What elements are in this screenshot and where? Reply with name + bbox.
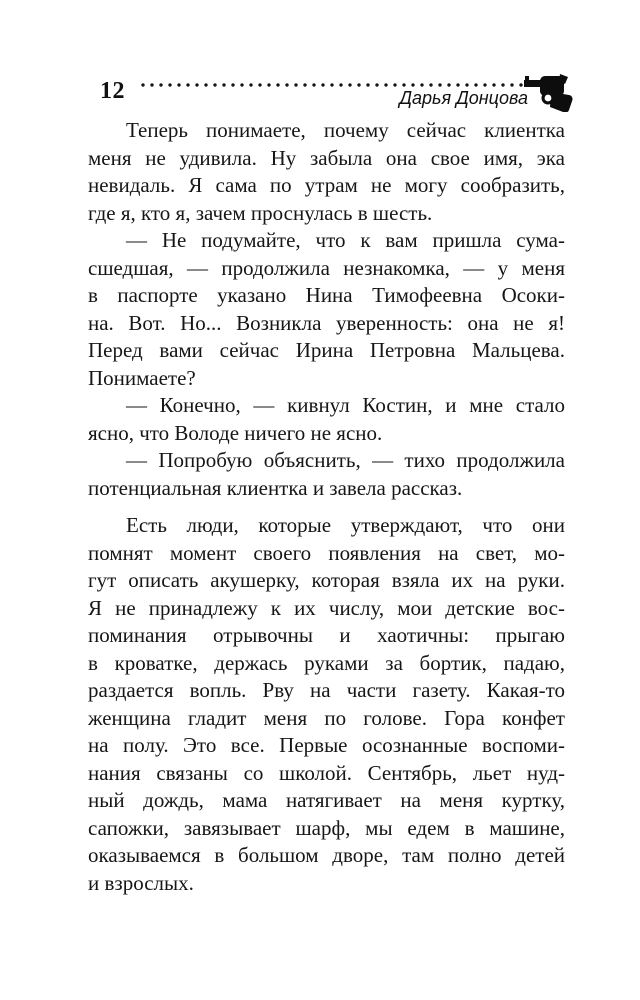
text-line: Перед вами сейчас Ирина Петровна Мальцева.	[88, 338, 565, 362]
text-line: в кроватке, держась руками за бортик, падаю,	[88, 650, 565, 675]
text-line: Теперь понимаете, почему сейчас клиентка	[126, 118, 565, 142]
paragraph	[88, 512, 565, 897]
text-line: раздается вопль. Рву на части газету. Какая-то	[88, 678, 565, 702]
text-line: и взрослых.	[88, 870, 194, 895]
text-line: потенциальная клиентка и завела рассказ.	[88, 475, 463, 500]
paragraph	[88, 447, 565, 502]
text-line: на полу. Это все. Первые осознанные воспоми-	[88, 733, 565, 757]
text-line: оказываемся в большом дворе, там полно детей	[88, 843, 565, 867]
paragraph	[88, 227, 565, 392]
text-line: нания связаны со школой. Сентябрь, льет нуд-	[88, 760, 565, 785]
text-line: женщина гладит меня по голове. Гора конфет	[88, 705, 565, 730]
text-line: — Конечно, — кивнул Костин, и мне стало	[126, 393, 565, 417]
paragraph	[88, 117, 565, 227]
text-line: невидаль. Я сама по утрам не могу сообразить,	[88, 173, 565, 197]
text-line: сшедшая, — продолжила незнакомка, — у меня	[88, 255, 565, 280]
text-line: на. Вот. Но... Возникла уверенность: она не я!	[88, 310, 565, 335]
text-line: Понимаете?	[88, 365, 196, 390]
gun-icon	[524, 72, 574, 112]
text-line: где я, кто я, зачем проснулась в шесть.	[88, 200, 433, 225]
text-line: ный дождь, мама натягивает на меня куртку,	[88, 788, 565, 812]
text-line: помнят момент своего появления на свет, мо-	[88, 540, 565, 565]
text-line: гут описать акушерку, которая взяла их на руки.	[88, 568, 565, 592]
text-line: Есть люди, которые утверждают, что они	[126, 513, 565, 537]
page-number: 12	[100, 78, 125, 104]
running-head-author: Дарья Донцова	[399, 88, 528, 108]
paragraph	[88, 392, 565, 447]
text-line: поминания отрывочны и хаотичны: прыгаю	[88, 623, 565, 647]
text-line: Я не принадлежу к их числу, мои детские вос-	[88, 595, 565, 620]
text-line: — Не подумайте, что к вам пришла сума-	[126, 228, 565, 252]
text-line: меня не удивила. Ну забыла она свое имя, эка	[88, 145, 565, 170]
text-line: в паспорте указано Нина Тимофеевна Осоки-	[88, 283, 565, 307]
page-body	[88, 117, 565, 897]
dotted-rule	[141, 83, 528, 87]
text-line: сапожки, завязывает шарф, мы едем в машине,	[88, 815, 565, 840]
text-line: — Попробую объяснить, — тихо продолжила	[126, 448, 565, 472]
text-line: ясно, что Володе ничего не ясно.	[88, 420, 383, 445]
